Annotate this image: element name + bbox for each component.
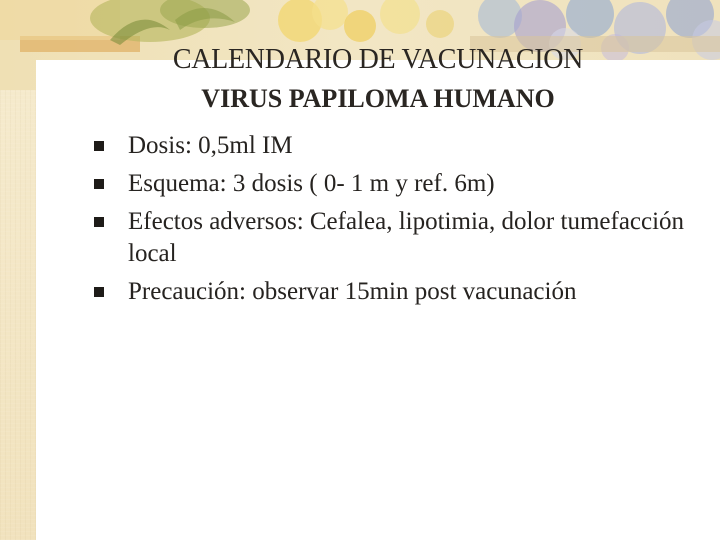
slide-title-line-2: VIRUS PAPILOMA HUMANO [201,84,555,113]
bullet-text: Esquema: 3 dosis ( 0- 1 m y ref. 6m) [128,170,495,197]
slide-title-line-1: CALENDARIO DE VACUNACION [172,44,584,75]
bullet-text: Efectos adversos: Cefalea, lipotimia, dolor tumefacción local [128,208,685,267]
square-bullet-icon [94,179,104,189]
bullet-item-esquema [86,168,706,200]
bullet-text: Dosis: 0,5ml IM [128,132,293,159]
bullet-item-dosis [86,130,706,162]
bullet-item-efectos [86,206,706,270]
square-bullet-icon [94,217,104,227]
bullet-list [86,130,706,314]
square-bullet-icon [94,141,104,151]
bullet-item-precaucion [86,276,706,308]
square-bullet-icon [94,287,104,297]
bullet-text: Precaución: observar 15min post vacunación [128,278,577,305]
